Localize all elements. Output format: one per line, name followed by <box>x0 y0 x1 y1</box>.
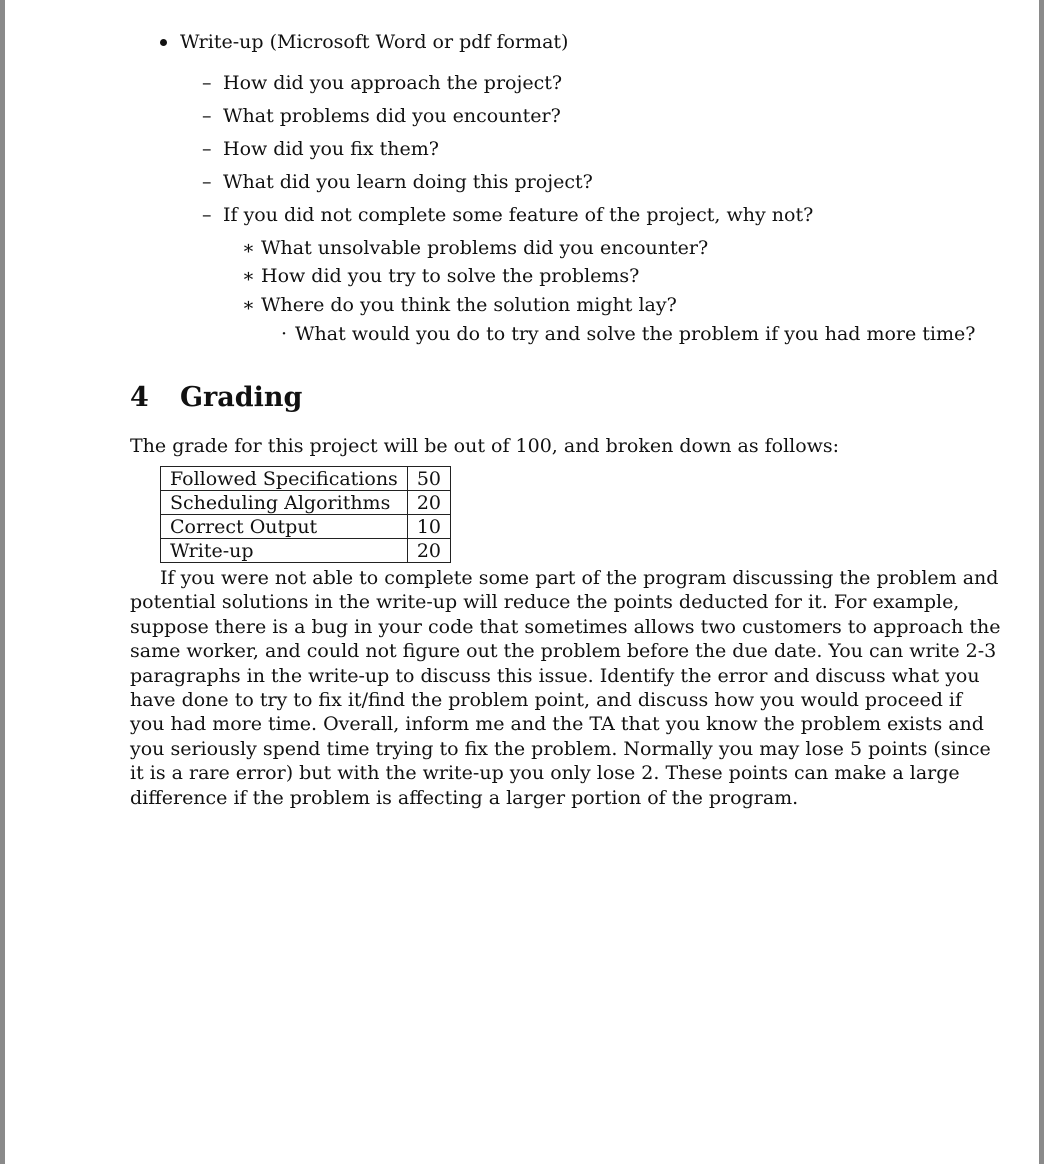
section-number: 4 <box>130 382 149 413</box>
grade-points: 50 <box>407 467 450 491</box>
bullet-icon <box>160 39 167 46</box>
sub-list-item: What unsolvable problems did you encounter? <box>261 237 709 259</box>
paragraph-line: have done to try to fix it/find the problem point, and discuss how you would proceed if <box>130 689 963 712</box>
list-item: If you did not complete some feature of the project, why not? <box>223 204 814 226</box>
paragraph-line: difference if the problem is affecting a larger portion of the program. <box>130 786 799 809</box>
grading-intro: The grade for this project will be out of 100, and broken down as follows: <box>130 435 840 457</box>
table-row <box>161 491 451 515</box>
list-item: How did you fix them? <box>223 138 439 160</box>
dash-marker: – <box>202 171 212 193</box>
writeup-title: Write-up (Microsoft Word or pdf format) <box>180 31 569 53</box>
grades-table <box>160 466 451 563</box>
paragraph-line: you had more time. Overall, inform me and the TA that you know the problem exists and <box>130 713 984 736</box>
sub-list-item: How did you try to solve the problems? <box>261 265 640 287</box>
grade-points: 10 <box>407 515 450 539</box>
list-item: What problems did you encounter? <box>223 105 561 127</box>
grade-label: Followed Specifications <box>161 467 408 491</box>
pdf-page <box>5 0 1039 1164</box>
paragraph-line: it is a rare error) but with the write-up you only lose 2. These points can make a large <box>130 762 960 785</box>
star-marker: ∗ <box>242 265 255 287</box>
list-item: How did you approach the project? <box>223 72 563 94</box>
dash-marker: – <box>202 105 212 127</box>
table-row <box>161 467 451 491</box>
star-marker: ∗ <box>242 237 255 259</box>
table-row <box>161 539 451 563</box>
paragraph-line: If you were not able to complete some part of the program discussing the problem and <box>160 567 999 589</box>
grade-points: 20 <box>407 491 450 515</box>
sub-list-item: Where do you think the solution might lay? <box>261 294 677 316</box>
list-item: What did you learn doing this project? <box>223 171 593 193</box>
section-title: Grading <box>180 382 303 413</box>
star-marker: ∗ <box>242 294 255 316</box>
grade-label: Scheduling Algorithms <box>161 491 408 515</box>
grade-label: Correct Output <box>161 515 408 539</box>
dash-marker: – <box>202 204 212 226</box>
dot-marker: · <box>281 323 288 345</box>
paragraph-line: same worker, and could not figure out the problem before the due date. You can write 2-3 <box>130 640 997 663</box>
paragraph-line: paragraphs in the write-up to discuss this issue. Identify the error and discuss what you <box>130 664 980 687</box>
paragraph-line: you seriously spend time trying to fix the problem. Normally you may lose 5 points (since <box>130 737 991 760</box>
paragraph-line: potential solutions in the write-up will reduce the points deducted for it. For example, <box>130 591 960 614</box>
paragraph-line: suppose there is a bug in your code that sometimes allows two customers to approach the <box>130 615 1001 638</box>
dash-marker: – <box>202 138 212 160</box>
dash-marker: – <box>202 72 212 94</box>
sub-sub-list-item: What would you do to try and solve the problem if you had more time? <box>295 323 976 345</box>
table-row <box>161 515 451 539</box>
grading-paragraph <box>130 566 1001 810</box>
grade-label: Write-up <box>161 539 408 563</box>
grade-points: 20 <box>407 539 450 563</box>
